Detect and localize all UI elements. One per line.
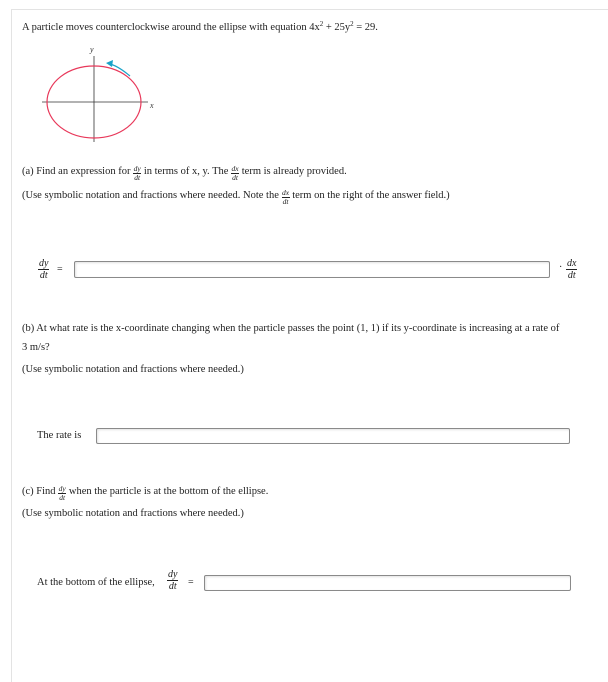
equation-end: = 29. (353, 22, 378, 33)
dx-dt-fraction: $\frac{dx}{dt}$ (231, 164, 239, 182)
equals-sign: = (57, 264, 63, 275)
x-axis-label: x (150, 101, 154, 110)
multiply-dot: · (559, 262, 563, 273)
dy-dt-fraction: $\frac{dy}{dt}$ (168, 569, 178, 592)
part-c-lhs (167, 569, 178, 592)
part-a-instruction: (Use symbolic notation and fractions where needed. Note the $\frac{dx}{dt}$ term on the right of the answer field.) (22, 188, 450, 206)
part-b-prompt: (b) At what rate is the x-coordinate changing when the particle passes the point (1, 1) if its y-coordinate is increasing at a rate of (22, 323, 560, 334)
part-a-lhs (38, 258, 49, 281)
part-c-answer-input[interactable] (204, 575, 571, 591)
part-a-prompt: (a) Find an expression for $\frac{dy}{dt}$ in terms of x, y. The $\frac{dx}{dt}$ term is already provided. (22, 164, 347, 182)
bottom-label: At the bottom of the ellipse, (37, 577, 155, 588)
ellipse-figure (30, 40, 170, 150)
part-b-instruction: (Use symbolic notation and fractions where needed.) (22, 364, 244, 375)
exponent: 2 (319, 20, 324, 28)
part-a-rhs (566, 258, 577, 281)
part-c-instruction: (Use symbolic notation and fractions where needed.) (22, 508, 244, 519)
part-b-answer-input[interactable] (96, 428, 570, 444)
rate-label: The rate is (37, 430, 82, 441)
y-axis-label: y (90, 45, 94, 54)
dx-dt-fraction: $\frac{dx}{dt}$ (567, 258, 577, 281)
problem-text: A particle moves counterclockwise around the ellipse with equation 4x (22, 22, 320, 33)
arrowhead-icon (106, 60, 113, 67)
part-c-prompt: (c) Find $\frac{dy}{dt}$ when the particle is at the bottom of the ellipse. (22, 484, 269, 502)
dy-dt-fraction: $\frac{dy}{dt}$ (133, 164, 141, 182)
equation-part: + 25y (323, 22, 351, 33)
direction-arrow (110, 64, 130, 76)
part-b-prompt-cont: 3 m/s? (22, 342, 50, 353)
dy-dt-fraction: $\frac{dy}{dt}$ (58, 484, 66, 502)
dy-dt-fraction: $\frac{dy}{dt}$ (39, 258, 49, 281)
exponent: 2 (350, 20, 354, 28)
equals-sign: = (188, 577, 194, 588)
part-a-answer-input[interactable] (74, 261, 550, 278)
problem-statement (22, 22, 378, 33)
dx-dt-fraction: $\frac{dx}{dt}$ (282, 188, 290, 206)
